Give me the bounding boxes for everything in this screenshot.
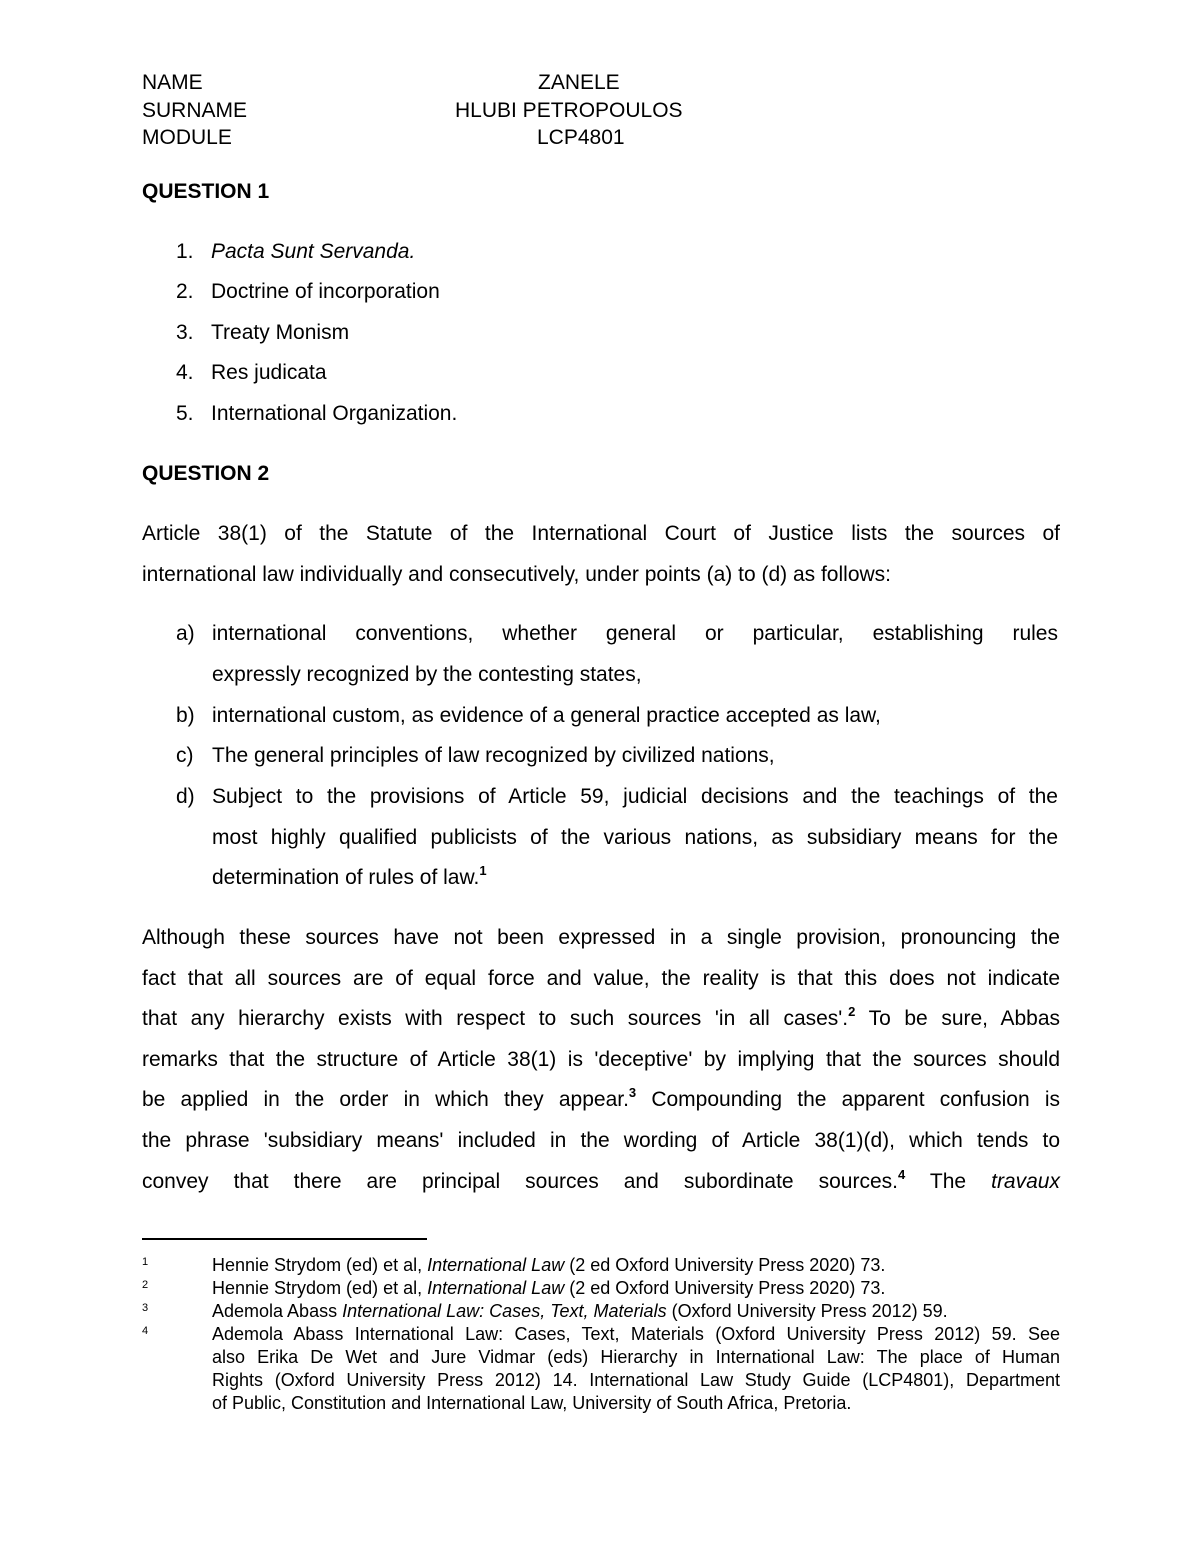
text-fragment: Hennie Strydom (ed) et al, [212,1278,428,1298]
text-fragment: (Oxford University Press 2012) 59. [666,1301,948,1321]
footnote-ref: 2 [848,1004,856,1020]
text-line [212,858,1058,899]
source-label: a) [176,622,195,645]
footnote-mark: 1 [142,1256,149,1268]
list-number: 4. [176,361,194,384]
text-line: fact that all sources are of equal force and value, the reality is that this does not indicate [142,966,1060,990]
footnote-mark: 3 [142,1302,149,1314]
text-line: Rights (Oxford University Press 2012) 14. International Law Study Guide (LCP4801), Department [212,1370,1060,1390]
list-item [176,238,415,266]
list-text: Pacta Sunt Servanda. [211,240,416,263]
text-fragment: Compounding the apparent confusion is [636,1088,1060,1112]
source-label: b) [176,704,195,727]
list-number: 2. [176,280,194,303]
text-fragment: International Law [427,1278,565,1298]
list-item [176,278,440,306]
name-value: ZANELE [538,71,620,94]
text-line: most highly qualified publicists of the various nations, as subsidiary means for the [212,825,1058,849]
footnote-ref: 3 [628,1085,637,1101]
list-item [176,359,327,387]
surname-value: HLUBI PETROPOULOS [455,99,683,122]
footnote-separator [142,1238,427,1240]
text-fragment: International Law: Cases, Text, Materials [342,1301,667,1321]
list-text: Treaty Monism [211,321,350,344]
text-line: Article 38(1) of the Statute of the International Court of Justice lists the sources of [142,522,1060,545]
text-fragment: (2 ed Oxford University Press 2020) 73. [564,1278,886,1298]
source-label: d) [176,785,195,808]
list-text: International Organization. [211,402,458,425]
list-text: Doctrine of incorporation [211,280,440,303]
text-fragment: be applied in the order in which they appear. [142,1088,629,1112]
footnote-mark: 2 [142,1279,149,1291]
text-fragment: travaux [991,1169,1060,1193]
surname-label: SURNAME [142,99,248,122]
body-paragraph [142,918,1060,1202]
text-fragment: Hennie Strydom (ed) et al, [212,1255,428,1275]
module-label: MODULE [142,126,232,149]
text-line: international custom, as evidence of a general practice accepted as law, [212,704,881,727]
text-fragment: The [905,1169,992,1193]
text-line: Subject to the provisions of Article 59, judicial decisions and the teachings of the [212,785,1058,808]
text-fragment: determination of rules of law. [212,866,480,890]
text-line: Ademola Abass International Law: Cases, Text, Materials (Oxford University Press 2012) 59. See [212,1324,1060,1344]
intro-paragraph [142,514,1060,595]
source-label: c) [176,744,194,767]
list-item [176,400,457,428]
list-number: 3. [176,321,194,344]
list-number: 5. [176,402,194,425]
list-text: Res judicata [211,361,327,384]
text-line: expressly recognized by the contesting states, [212,662,642,686]
footnote-ref: 4 [897,1166,906,1182]
list-number: 1. [176,240,194,263]
text-line: international conventions, whether general or particular, establishing rules [212,622,1058,645]
text-line: the phrase 'subsidiary means' included in the wording of Article 38(1)(d), which tends to [142,1128,1060,1152]
list-item [176,319,349,347]
text-fragment: Ademola Abass [212,1301,343,1321]
footnote-ref: 1 [479,863,487,879]
text-line: international law individually and consecutively, under points (a) to (d) as follows: [142,562,891,586]
text-line: also Erika De Wet and Jure Vidmar (eds) Hierarchy in International Law: The place of Human [212,1347,1060,1367]
module-value: LCP4801 [537,126,625,149]
text-line: of Public, Constitution and International Law, University of South Africa, Pretoria. [212,1393,852,1413]
text-line [142,1162,1060,1203]
text-line [142,999,1060,1040]
question-1-heading: QUESTION 1 [142,180,270,203]
text-line [142,1080,1060,1121]
text-line: remarks that the structure of Article 38(1) is 'deceptive' by implying that the sources should [142,1047,1060,1071]
text-fragment: (2 ed Oxford University Press 2020) 73. [564,1255,886,1275]
text-fragment: that any hierarchy exists with respect to such sources 'in all cases'. [142,1007,849,1031]
text-fragment: To be sure, Abbas [855,1007,1060,1031]
text-line: The general principles of law recognized by civilized nations, [212,744,775,767]
name-label: NAME [142,71,203,94]
question-2-heading: QUESTION 2 [142,462,270,485]
text-fragment: convey that there are principal sources and subordinate sources. [142,1169,898,1193]
text-fragment: International Law [427,1255,565,1275]
footnote-mark: 4 [142,1325,149,1337]
text-line: Although these sources have not been expressed in a single provision, pronouncing the [142,926,1060,949]
